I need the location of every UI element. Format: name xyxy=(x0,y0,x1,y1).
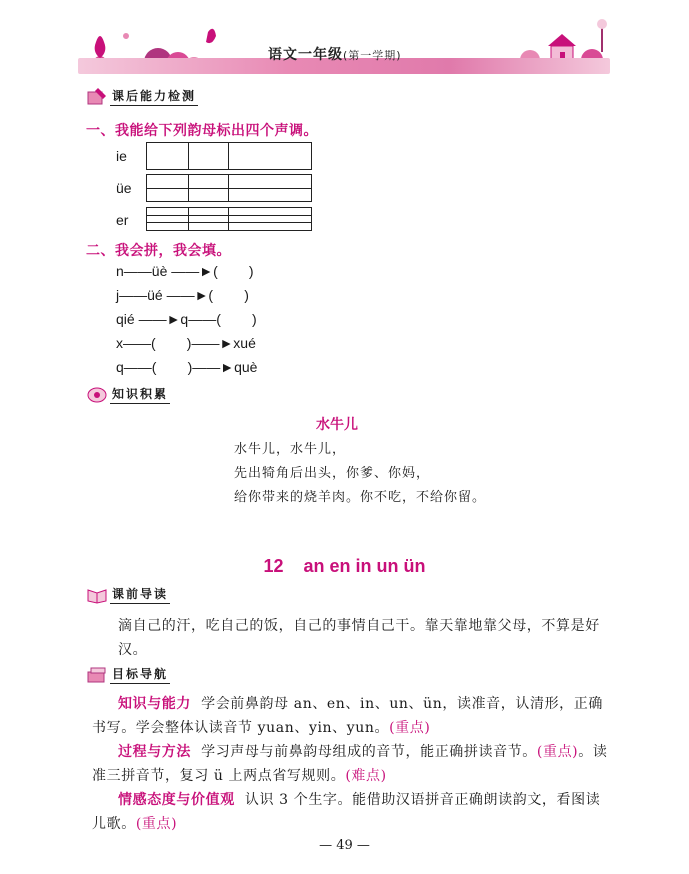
pinyin-row-label: ie xyxy=(116,148,127,164)
pinyin-row-label: er xyxy=(116,212,129,228)
section-after-class xyxy=(86,86,198,106)
pinyin-combo-item[interactable]: n——üè ——►( ) xyxy=(116,263,254,279)
book-title: 语文一年级(第一学期) xyxy=(268,47,402,63)
goal-text: 学习声母与前鼻韵母组成的音节，能正确拼读音节。 xyxy=(201,744,537,760)
disc-icon xyxy=(86,384,108,404)
open-book-icon xyxy=(86,584,108,604)
goal-process xyxy=(92,740,614,788)
goal-tag: (难点) xyxy=(345,768,387,784)
preview-text: 滴自己的汗，吃自己的饭，自己的事情自己干。靠天靠地靠父母，不算是好汉。 xyxy=(118,618,600,658)
section-preview xyxy=(86,584,170,604)
page-number: — 49 — xyxy=(319,838,370,853)
book-stack-icon xyxy=(86,664,108,684)
pinyin-combo-item[interactable]: q——( )——►què xyxy=(116,359,258,375)
goal-text: 认识 3 个生字。能借助汉语拼音正确朗读韵文，看图读儿歌。 xyxy=(92,792,601,832)
tone-grid-ie[interactable] xyxy=(146,142,312,170)
poem-line: 水牛儿，水牛儿， xyxy=(234,442,347,457)
poem-title: 水牛儿 xyxy=(316,417,358,433)
goal-tag: (重点) xyxy=(389,720,431,736)
section-label: 目标导航 xyxy=(110,665,170,684)
goal-attitude xyxy=(92,788,614,836)
lesson-title: 12 an en in un ün xyxy=(263,556,426,576)
book-subtitle: (第一学期) xyxy=(343,49,402,62)
goal-key: 知识与能力 xyxy=(118,696,191,712)
section-knowledge xyxy=(86,384,170,404)
section-label: 课后能力检测 xyxy=(110,87,198,106)
goal-key: 过程与方法 xyxy=(118,744,191,760)
question-2-title: 二、我会拼，我会填。 xyxy=(86,243,231,259)
poem-line: 给你带来的烧羊肉。你不吃，不给你留。 xyxy=(234,490,487,505)
question-1-title: 一、我能给下列韵母标出四个声调。 xyxy=(86,123,318,139)
goal-tag: (重点) xyxy=(135,816,178,832)
pinyin-combo-item[interactable]: x——( )——►xué xyxy=(116,335,256,351)
page-header xyxy=(78,16,610,76)
section-goals xyxy=(86,664,170,684)
pencil-box-icon xyxy=(86,86,108,106)
section-label: 知识积累 xyxy=(110,385,170,404)
tone-grid-er[interactable] xyxy=(146,207,312,231)
goal-text: 学会前鼻韵母 an、en、in、un、ün，读准音，认清形，正确书写。学会整体认读音节 yuan、yin、yun。 xyxy=(92,696,603,736)
pinyin-combo-item[interactable]: j——üé ——►( ) xyxy=(116,287,249,303)
goal-tag: (重点) xyxy=(536,744,579,760)
pinyin-combo-item[interactable]: qié ——►q——( ) xyxy=(116,311,257,327)
tone-grid-ue[interactable] xyxy=(146,174,312,202)
goal-text: 。读准三拼音节，复习 ü 上两点省写规则。 xyxy=(92,744,608,784)
poem-line: 先出犄角后出头，你爹、你妈， xyxy=(234,466,431,481)
goal-key: 情感态度与价值观 xyxy=(118,792,235,808)
pinyin-row-label: üe xyxy=(116,180,132,196)
section-label: 课前导读 xyxy=(110,585,170,604)
goal-knowledge xyxy=(92,692,614,740)
